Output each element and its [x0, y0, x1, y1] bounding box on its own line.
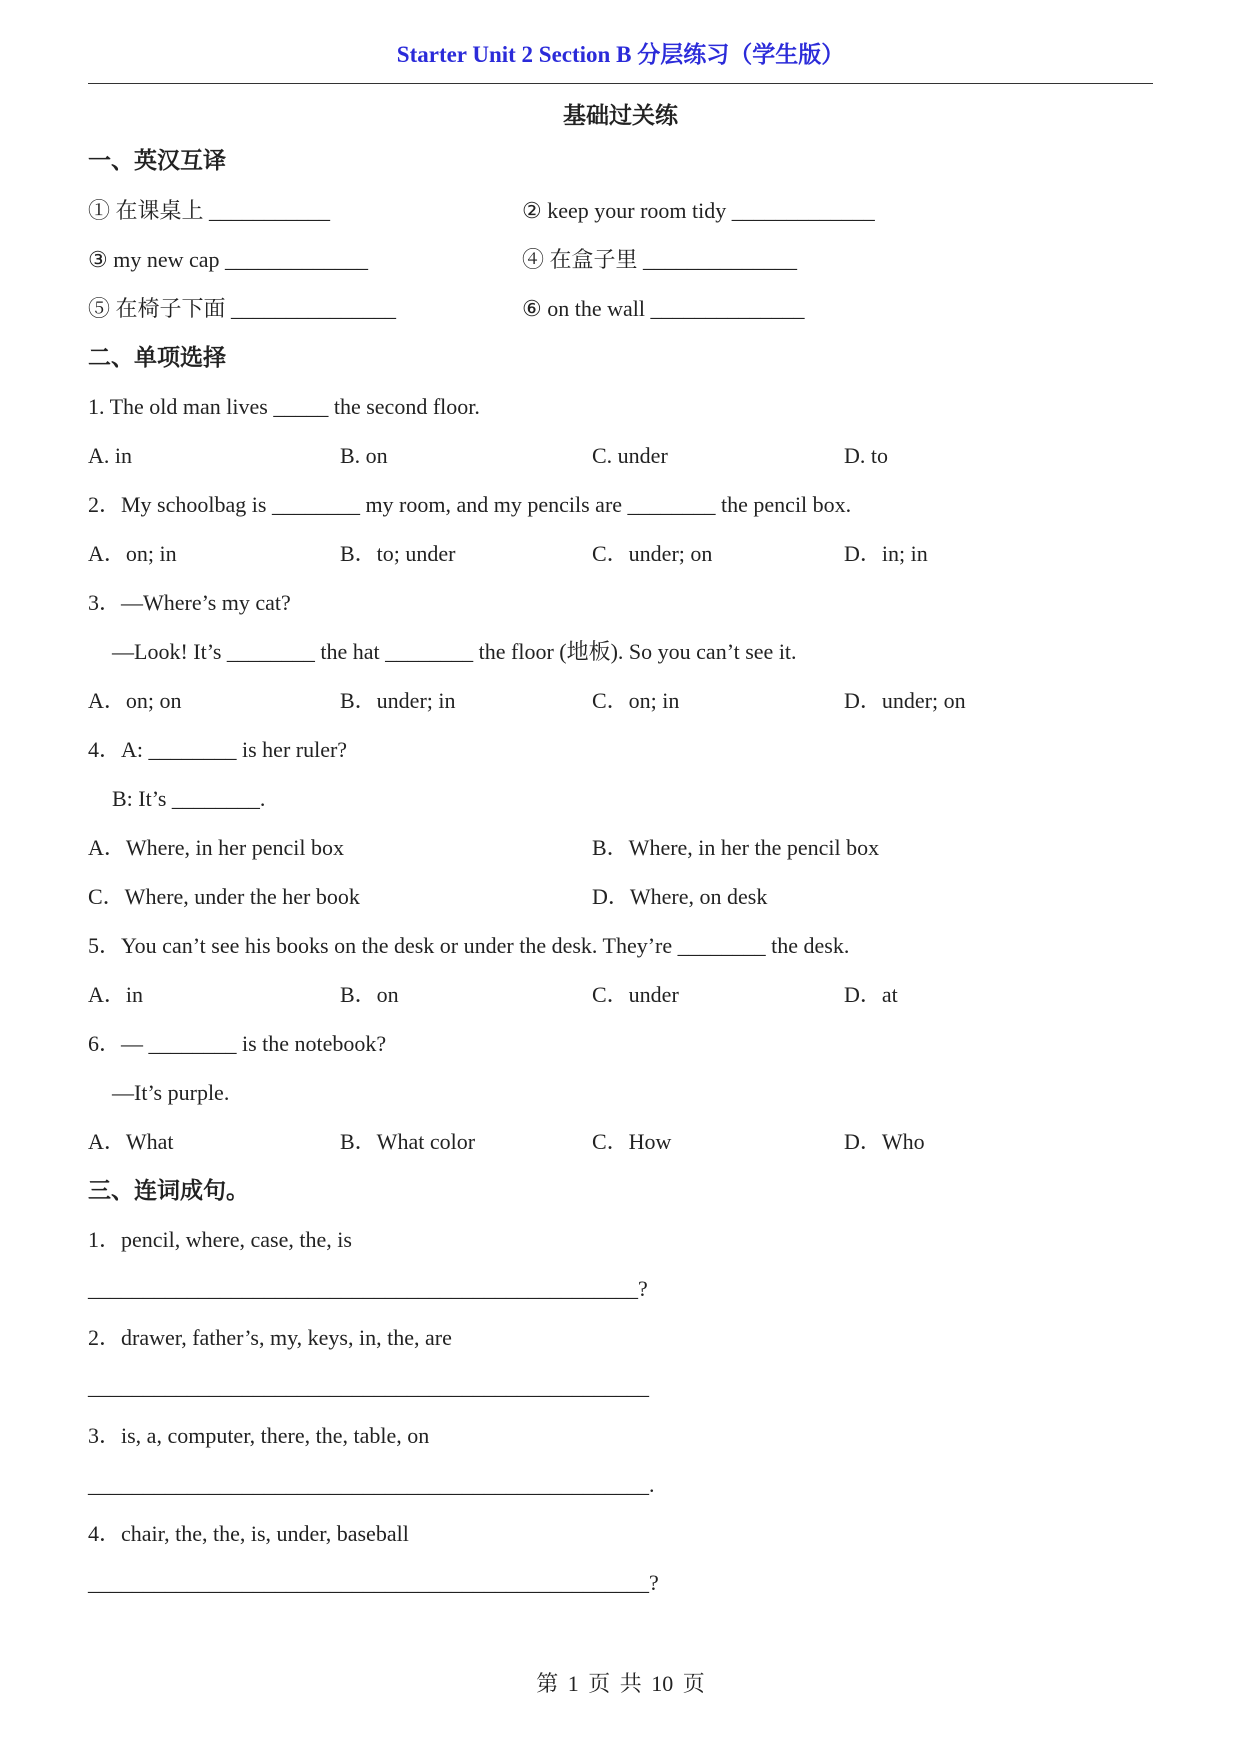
- q6-line2: —It’s purple.: [112, 1080, 230, 1105]
- q4-option-a: A．Where, in her pencil box: [88, 835, 344, 860]
- q2-stem: 2．My schoolbag is ________ my room, and my pencils are ________ the pencil box.: [88, 492, 852, 517]
- header-divider: [88, 83, 1153, 84]
- q3-option-b: B．under; in: [340, 688, 456, 713]
- part3-item-4-answer-line[interactable]: ___________________________________________________?: [88, 1570, 659, 1595]
- q2-option-c: C．under; on: [592, 541, 713, 566]
- q1-option-a: A. in: [88, 443, 132, 468]
- part1-heading: 一、英汉互译: [88, 148, 226, 173]
- part3-heading: 三、连词成句。: [88, 1178, 249, 1203]
- part1-item-1: ① 在课桌上 ___________: [88, 198, 331, 223]
- part3-item-1-answer-line[interactable]: __________________________________________________?: [88, 1276, 648, 1301]
- part1-item-3: ③ my new cap _____________: [88, 247, 369, 272]
- part3-item-1-words: 1．pencil, where, case, the, is: [88, 1227, 352, 1252]
- part3-item-2-answer-line[interactable]: ___________________________________________________: [88, 1374, 649, 1399]
- q4-option-c: C．Where, under the her book: [88, 884, 360, 909]
- q5-option-b: B．on: [340, 982, 399, 1007]
- q5-stem: 5．You can’t see his books on the desk or under the desk. They’re ________ the desk.: [88, 933, 850, 958]
- q6-option-b: B．What color: [340, 1129, 476, 1154]
- q3-option-a: A．on; on: [88, 688, 182, 713]
- q2-option-a: A．on; in: [88, 541, 177, 566]
- q6-option-c: C．How: [592, 1129, 672, 1154]
- part3-item-4-words: 4．chair, the, the, is, under, baseball: [88, 1521, 409, 1546]
- q4-option-b: B．Where, in her the pencil box: [592, 835, 880, 860]
- page-footer: 第 1 页 共 10 页: [536, 1671, 705, 1696]
- q2-option-b: B．to; under: [340, 541, 456, 566]
- q2-option-d: D．in; in: [844, 541, 928, 566]
- part1-item-2: ② keep your room tidy _____________: [522, 198, 875, 223]
- section-title: 基础过关练: [563, 103, 678, 128]
- part1-item-5: ⑤ 在椅子下面 _______________: [88, 296, 397, 321]
- header-title: Starter Unit 2 Section B 分层练习（学生版）: [396, 42, 845, 67]
- q1-stem: 1. The old man lives _____ the second floor.: [88, 394, 480, 419]
- q3-option-d: D．under; on: [844, 688, 966, 713]
- q5-option-c: C．under: [592, 982, 679, 1007]
- q1-option-b: B. on: [340, 443, 388, 468]
- part1-item-4: ④ 在盒子里 ______________: [522, 247, 798, 272]
- part3-item-3-words: 3．is, a, computer, there, the, table, on: [88, 1423, 430, 1448]
- q6-option-a: A．What: [88, 1129, 174, 1154]
- q5-option-a: A．in: [88, 982, 144, 1007]
- q6-option-d: D．Who: [844, 1129, 925, 1154]
- q4-option-d: D．Where, on desk: [592, 884, 768, 909]
- part3-item-3-answer-line[interactable]: ___________________________________________________.: [88, 1472, 655, 1497]
- q3-option-c: C．on; in: [592, 688, 680, 713]
- q3-line2: —Look! It’s ________ the hat ________ the floor (地板). So you can’t see it.: [112, 639, 797, 664]
- q4-stem: 4．A: ________ is her ruler?: [88, 737, 348, 762]
- q1-option-c: C. under: [592, 443, 668, 468]
- q5-option-d: D．at: [844, 982, 898, 1007]
- q1-option-d: D. to: [844, 443, 888, 468]
- q4-line2: B: It’s ________.: [112, 786, 266, 811]
- part1-item-6: ⑥ on the wall ______________: [522, 296, 805, 321]
- q6-stem: 6．— ________ is the notebook?: [88, 1031, 387, 1056]
- part3-item-2-words: 2．drawer, father’s, my, keys, in, the, are: [88, 1325, 452, 1350]
- q3-stem: 3．—Where’s my cat?: [88, 590, 291, 615]
- part2-heading: 二、单项选择: [88, 345, 226, 370]
